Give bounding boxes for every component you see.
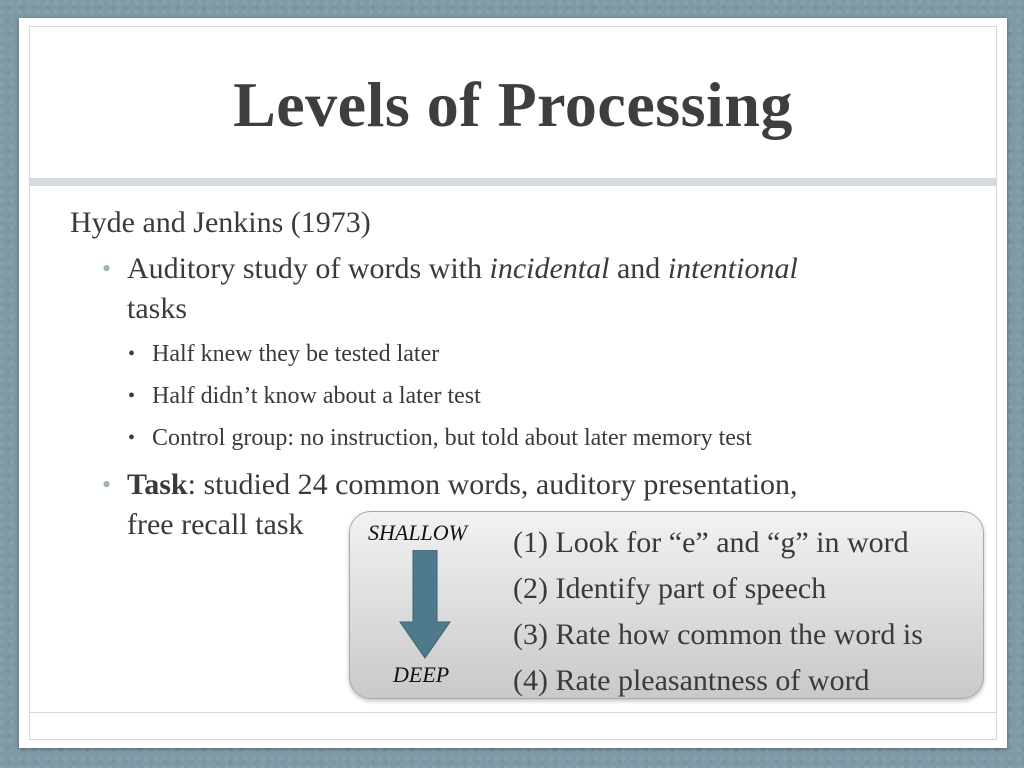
bullet-icon: • xyxy=(102,470,112,499)
slide-content xyxy=(70,203,950,545)
bullet-icon: • xyxy=(102,254,112,283)
deep-label: DEEP xyxy=(393,662,450,687)
sub-bullet-item xyxy=(70,375,950,417)
sub-bullet-item xyxy=(70,417,950,459)
study-heading: Hyde and Jenkins (1973) xyxy=(70,206,371,239)
title-divider xyxy=(29,178,997,186)
slide-title: Levels of Processing xyxy=(233,69,793,140)
task-text: : studied 24 common words, auditory presentation, xyxy=(187,468,798,501)
task-bold-label: Task xyxy=(127,468,188,501)
processing-step: (4) Rate pleasantness of word xyxy=(513,664,870,697)
bullet1-text-a: Auditory study of words with xyxy=(127,252,490,285)
processing-steps-list xyxy=(513,520,923,704)
sub-bullet-text: Control group: no instruction, but told about later memory test xyxy=(152,425,752,451)
footer-divider xyxy=(29,712,997,713)
down-arrow-icon xyxy=(398,550,452,660)
processing-step: (1) Look for “e” and “g” in word xyxy=(513,526,909,559)
bullet1-italic-intentional: intentional xyxy=(667,252,798,285)
sub-bullet-icon: • xyxy=(128,385,136,407)
bullet1-text-b: and xyxy=(609,252,668,285)
sub-bullet-item xyxy=(70,333,950,375)
bullet-auditory-study xyxy=(70,249,950,329)
sub-bullet-text: Half didn’t know about a later test xyxy=(152,383,481,409)
sub-bullet-list xyxy=(70,333,950,459)
bullet1-text-c: tasks xyxy=(127,292,187,325)
bullet1-italic-incidental: incidental xyxy=(489,252,610,285)
sub-bullet-icon: • xyxy=(128,427,136,449)
shallow-label: SHALLOW xyxy=(368,520,468,545)
task-text-cont: free recall task xyxy=(127,508,304,541)
sub-bullet-icon: • xyxy=(128,343,136,365)
slide xyxy=(19,18,1007,748)
processing-step: (3) Rate how common the word is xyxy=(513,618,923,651)
processing-levels-box xyxy=(349,511,984,699)
processing-step: (2) Identify part of speech xyxy=(513,572,827,605)
sub-bullet-text: Half knew they be tested later xyxy=(152,341,440,367)
